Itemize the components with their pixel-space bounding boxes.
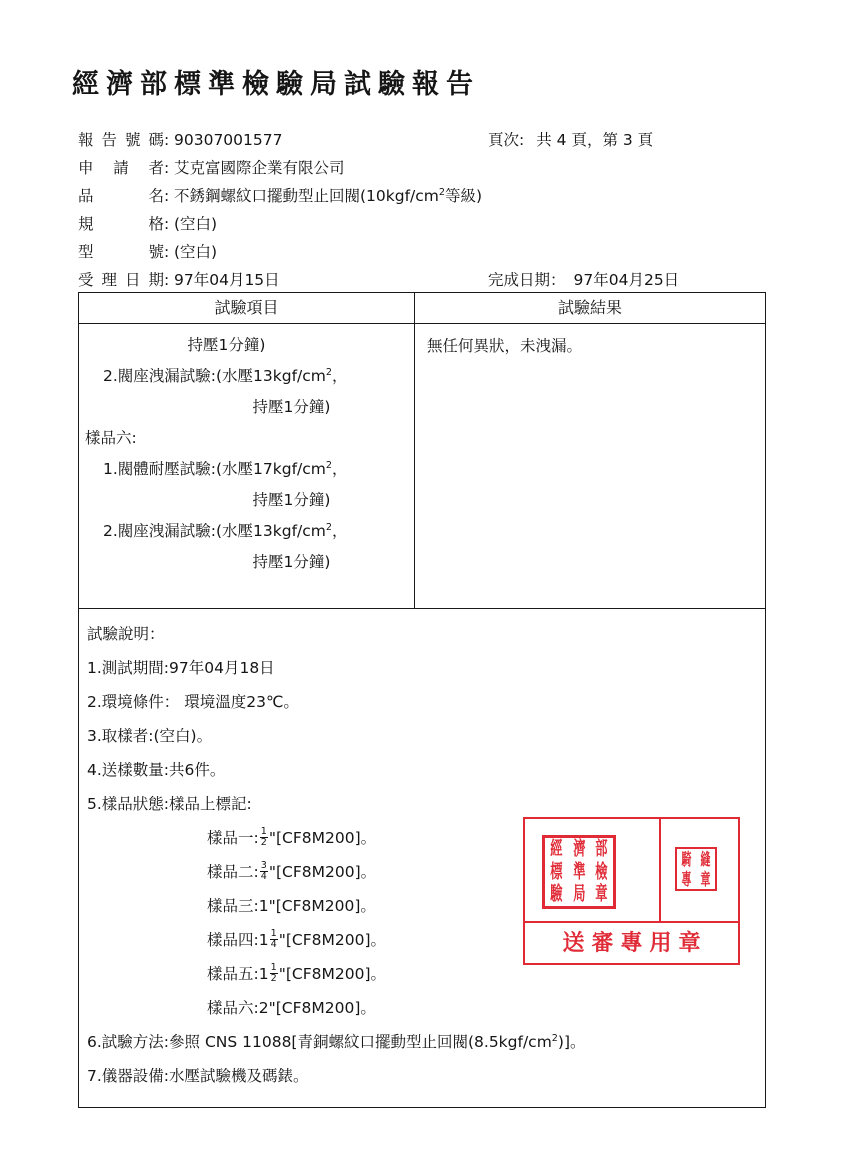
sample-mark: "[CF8M200]。 <box>268 863 377 881</box>
colon: : <box>164 131 170 149</box>
column-header-test-result: 試驗結果 <box>557 298 622 317</box>
seal-chops-area <box>525 819 738 923</box>
sample-label: 樣品一 <box>207 829 254 847</box>
colon: : <box>164 187 170 205</box>
sample-fraction: $\frac{1}{2}$ <box>260 826 267 848</box>
table-body-row <box>79 324 765 609</box>
description-item: 6.試驗方法:參照 CNS 11088[青銅螺紋口擺動型止回閥$(8.5kgf/cm^2)$]。 <box>87 1032 586 1051</box>
sample-mark: "[CF8M200]。 <box>268 829 377 847</box>
colon: : <box>164 159 170 177</box>
seal-right-panel <box>661 819 738 921</box>
label-report-number: 報告號碼 <box>78 131 164 149</box>
seal-caption: 送審專用章 <box>562 930 708 956</box>
test-item-line: 持壓1分鐘) <box>187 336 266 354</box>
description-item: 5.樣品狀態:樣品上標記: <box>87 795 252 813</box>
sample-whole: 1 <box>258 965 269 983</box>
label-applicant: 申請者 <box>78 159 164 177</box>
test-item-line: 樣品六: <box>85 429 137 447</box>
page-title: 經濟部標準檢驗局試驗報告 <box>72 69 480 100</box>
sample-label: 樣品三 <box>207 897 254 915</box>
completion-date <box>488 266 679 294</box>
sample-mark: "[CF8M200]。 <box>278 965 387 983</box>
test-item-line: 2.閥座洩漏試驗:(水壓$13kgf/cm^2$， <box>103 366 348 385</box>
header-row-product-name <box>78 182 768 210</box>
sample-mark: "[CF8M200]。 <box>268 999 376 1017</box>
value-model: (空白) <box>174 243 218 261</box>
description-item: 7.儀器設備:水壓試驗機及碼錶。 <box>87 1067 309 1085</box>
sample-marking-item: 樣品四:1 $\frac{1}{4}$ "[CF8M200]。 <box>207 928 387 950</box>
sample-marking-item: 樣品六:2"[CF8M200]。 <box>207 999 376 1017</box>
value-page: 共 4 頁，第 3 頁 <box>536 131 654 149</box>
test-item-line: 持壓1分鐘) <box>252 491 331 509</box>
table-header-row <box>79 293 765 324</box>
header-row-report-number <box>78 126 768 154</box>
sample-mark: "[CF8M200]。 <box>278 931 387 949</box>
label-received-date: 受理日期 <box>78 271 164 289</box>
secondary-chop-icon: 騎 縫 專 章 <box>675 847 717 891</box>
description-item: 4.送樣數量:共6件。 <box>87 761 226 779</box>
value-received-date: 97年04月15日 <box>174 271 280 289</box>
description-heading: 試驗說明： <box>87 625 165 643</box>
value-applicant: 艾克富國際企業有限公司 <box>174 159 345 177</box>
sample-label: 樣品四 <box>207 931 254 949</box>
test-item-line: 持壓1分鐘) <box>252 553 331 571</box>
sample-label: 樣品六 <box>207 999 254 1017</box>
sample-whole: 1 <box>258 931 269 949</box>
test-item-line: 持壓1分鐘) <box>252 398 331 416</box>
header-row-received-date <box>78 266 768 294</box>
sample-label: 樣品二 <box>207 863 254 881</box>
test-item-line: 2.閥座洩漏試驗:(水壓$13kgf/cm^2$， <box>103 521 348 540</box>
agency-chop-icon: 經 濟 部 標 準 檢 驗 局 章 <box>542 835 616 909</box>
sample-marking-item: 樣品二: $\frac{3}{4}$ "[CF8M200]。 <box>207 860 377 882</box>
column-header-test-item: 試驗項目 <box>79 293 415 323</box>
test-item-line: 1.閥體耐壓試驗:(水壓$17kgf/cm^2$， <box>103 459 348 478</box>
label-product-name: 品名 <box>78 187 164 205</box>
test-item-cell <box>79 324 415 608</box>
sample-mark: "[CF8M200]。 <box>268 897 376 915</box>
header-row-specification <box>78 210 768 238</box>
sample-fraction: $\frac{3}{4}$ <box>260 860 267 882</box>
sample-marking-item: 樣品三:1"[CF8M200]。 <box>207 897 376 915</box>
value-completion-date: 97年04月25日 <box>573 271 680 289</box>
official-seal-stamp <box>523 817 740 965</box>
test-result-cell: 無任何異狀，未洩漏。 <box>427 337 583 355</box>
sample-fraction: $\frac{1}{2}$ <box>270 962 277 984</box>
description-item: 3.取樣者:(空白)。 <box>87 727 213 745</box>
sample-marking-item: 樣品五:1 $\frac{1}{2}$ "[CF8M200]。 <box>207 962 387 984</box>
colon: : <box>164 243 170 261</box>
colon: : <box>164 215 170 233</box>
header-row-model <box>78 238 768 266</box>
label-model: 型號 <box>78 243 164 261</box>
header-row-applicant <box>78 154 768 182</box>
value-product-name: 不銹鋼螺紋口擺動型止回閥($10kgf/cm^2$等級) <box>174 186 483 205</box>
label-specification: 規格 <box>78 215 164 233</box>
seal-left-panel <box>525 819 661 921</box>
report-header-block <box>78 126 768 294</box>
sample-whole: 2 <box>258 999 269 1017</box>
page-indicator <box>488 126 653 154</box>
value-report-number: 90307001577 <box>174 131 283 149</box>
sample-marking-item: 樣品一: $\frac{1}{2}$ "[CF8M200]。 <box>207 826 377 848</box>
test-results-table <box>78 292 766 1108</box>
description-item: 1.測試期間:97年04月18日 <box>87 659 275 677</box>
colon: : <box>164 271 170 289</box>
description-item: 2.環境條件： 環境溫度23℃。 <box>87 693 299 711</box>
sample-fraction: $\frac{1}{4}$ <box>270 928 277 950</box>
label-page: 頁次: <box>488 131 525 149</box>
value-specification: (空白) <box>174 215 218 233</box>
sample-whole: 1 <box>258 897 269 915</box>
sample-label: 樣品五 <box>207 965 254 983</box>
label-completion-date: 完成日期： <box>488 271 566 289</box>
